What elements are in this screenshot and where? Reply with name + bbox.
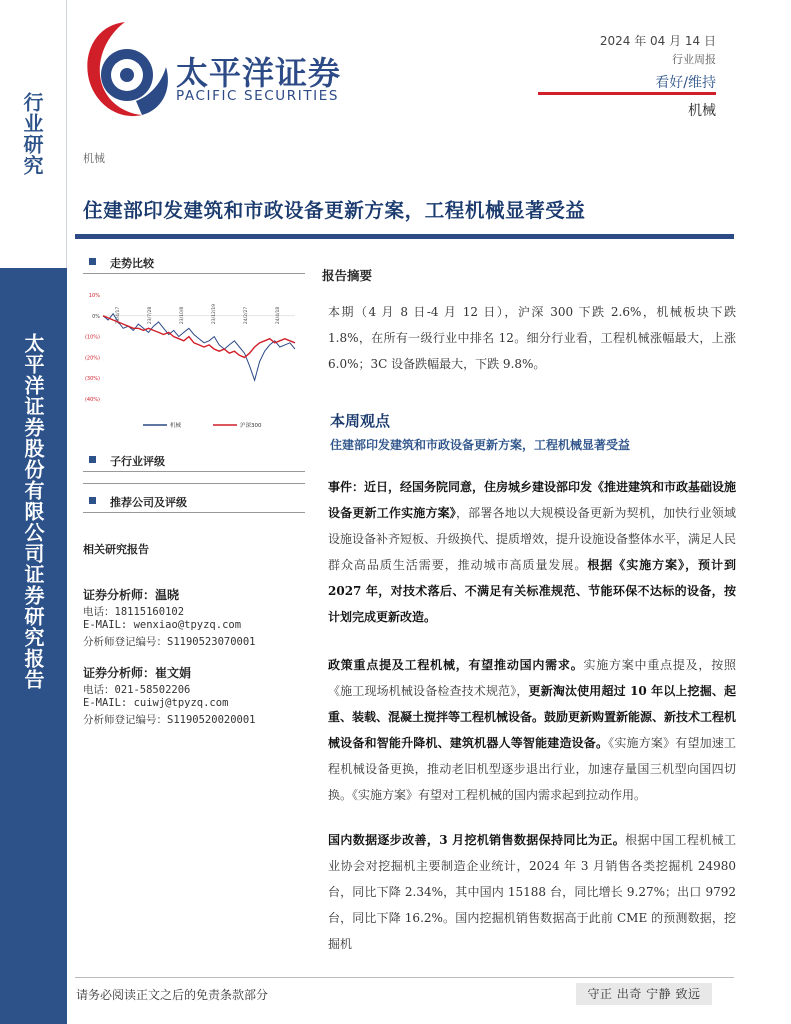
recommend-top-divider bbox=[83, 483, 305, 484]
title-divider bbox=[75, 234, 734, 239]
company-logo-icon bbox=[80, 17, 170, 127]
side-band-bottom-label: 太平洋证券股份有限公司证券研究报告 bbox=[21, 333, 45, 690]
recommend-bullet-icon bbox=[89, 497, 96, 504]
data-body: 根据中国工程机械工业协会对挖掘机主要制造企业统计，2024 年 3 月销售各类挖掘机 24980 台，同比下降 2.34%，其中国内 15188 台，同比增长 9.27%；出口 9792 台，同比下降 16.2%。国内挖掘机销售数据高于此前 CME 的预测数据，挖掘机 bbox=[328, 833, 736, 951]
trend-section-label: 走势比较 bbox=[110, 257, 154, 270]
side-band-top-label: 行业研究 bbox=[20, 92, 44, 176]
chart-x-tick-label: 23/4/17 bbox=[116, 306, 121, 325]
chart-x-tick-label: 23/7/28 bbox=[148, 306, 153, 325]
breadcrumb: 机械 bbox=[83, 152, 105, 165]
data-paragraph bbox=[328, 827, 736, 957]
analyst-1-email: E-MAIL: wenxiao@tpyzq.com bbox=[83, 619, 242, 631]
chart-y-tick-label: (40%) bbox=[84, 397, 100, 403]
chart-x-tick-label: 23/10/8 bbox=[180, 306, 185, 325]
chart-y-tick-label: (30%) bbox=[84, 376, 100, 383]
weekly-view-heading: 本周观点 bbox=[330, 412, 391, 430]
weekly-view-subtitle: 住建部印发建筑和市政设备更新方案，工程机械显著受益 bbox=[330, 438, 631, 452]
analyst-1-reg: 分析师登记编号：S1190523070001 bbox=[83, 636, 256, 648]
chart-legend-label: 机械 bbox=[170, 423, 182, 429]
trend-bullet-icon bbox=[89, 258, 96, 265]
side-band-bottom bbox=[0, 268, 67, 1024]
trend-chart bbox=[83, 285, 303, 435]
report-type: 行业周报 bbox=[672, 53, 716, 66]
page-title: 住建部印发建筑和市政设备更新方案，工程机械显著受益 bbox=[83, 199, 586, 222]
policy-paragraph bbox=[328, 652, 736, 808]
brand-name-cn: 太平洋证券 bbox=[176, 54, 342, 92]
abstract-heading: 报告摘要 bbox=[322, 268, 373, 283]
analyst-2-reg: 分析师登记编号：S1190520020001 bbox=[83, 714, 256, 726]
chart-series-line bbox=[103, 316, 295, 358]
side-band bbox=[0, 0, 67, 1024]
trend-section-divider bbox=[83, 273, 305, 274]
subindustry-section-divider bbox=[83, 471, 305, 472]
event-lead: 事件：近日，经国务院同意，住房城乡建设部印发《推进建筑和市政基础设施设备更新工作实施方案》 bbox=[328, 480, 737, 520]
side-band-top bbox=[0, 0, 67, 268]
data-lead: 国内数据逐步改善，3 月挖机销售数据保持同比为正。 bbox=[328, 833, 626, 847]
chart-legend-label: 沪深300 bbox=[240, 423, 262, 429]
policy-key: 更新淘汰使用超过 10 年以上挖掘、起重、装载、混凝土搅拌等工程机械设备。鼓励更新购置新能源、新技术工程机械设备和智能升降机、建筑机器人等智能建造设备。 bbox=[328, 684, 737, 750]
related-reports-label: 相关研究报告 bbox=[83, 543, 149, 556]
header-accent-rule bbox=[538, 92, 716, 95]
analyst-2-name: 证券分析师：崔文娟 bbox=[83, 666, 192, 680]
analyst-1-phone: 电话：18115160102 bbox=[83, 606, 185, 618]
industry-rating: 看好/维持 bbox=[655, 75, 716, 91]
event-target: 根据《实施方案》，预计到 2027 年，对技术落后、不满足有关标准规范、节能环保不达标的设备，按计划完成更新改造。 bbox=[328, 558, 736, 624]
footer-motto: 守正 出奇 宁静 致远 bbox=[576, 983, 712, 1005]
analyst-2-email: E-MAIL: cuiwj@tpyzq.com bbox=[83, 697, 229, 709]
policy-lead: 政策重点提及工程机械，有望推动国内需求。 bbox=[328, 658, 584, 672]
chart-y-tick-label: 10% bbox=[88, 293, 100, 299]
subindustry-bullet-icon bbox=[89, 456, 96, 463]
chart-y-tick-label: 0% bbox=[92, 313, 100, 320]
chart-x-tick-label: 23/12/19 bbox=[212, 303, 217, 325]
industry-name: 机械 bbox=[688, 103, 716, 119]
brand-name-en: PACIFIC SECURITIES bbox=[176, 88, 340, 104]
chart-y-tick-label: (20%) bbox=[84, 355, 100, 362]
chart-x-tick-label: 24/2/27 bbox=[244, 306, 249, 325]
policy-body-1: 实施方案中重点提及，按照《施工现场机械设备检查技术规范》， bbox=[328, 658, 736, 698]
subindustry-section-label: 子行业评级 bbox=[110, 455, 165, 468]
event-body: ，部署各地以大规模设备更新为契机，加快行业领域设施设备补齐短板、升级换代、提质增效，提升设施设备整体水平，满足人民群众高品质生活需要，推动城市高质量发展。 bbox=[328, 506, 737, 572]
chart-series-line bbox=[103, 314, 295, 381]
analyst-2-phone: 电话：021-58502206 bbox=[83, 684, 191, 696]
report-date: 2024 年 04 月 14 日 bbox=[599, 34, 716, 48]
event-paragraph bbox=[328, 474, 736, 630]
chart-y-tick-label: (10%) bbox=[84, 334, 100, 341]
abstract-paragraph: 本期（4 月 8 日-4 月 12 日），沪深 300 下跌 2.6%，机械板块下跌 1.8%，在所有一级行业中排名 12。细分行业看，工程机械涨幅最大，上涨 6.0%；3C 设备跌幅最大，下跌 9.8%。 bbox=[328, 305, 736, 371]
footer-divider bbox=[75, 977, 734, 978]
policy-body-2: 《实施方案》有望加速工程机械设备更换，推动老旧机型逐步退出行业，加速存量国三机型向国四切换。《实施方案》有望对工程机械的国内需求起到拉动作用。 bbox=[328, 736, 736, 802]
analyst-1-name: 证券分析师：温晓 bbox=[83, 588, 180, 602]
recommend-section-divider bbox=[83, 512, 305, 513]
footer-disclaimer: 请务必阅读正文之后的免责条款部分 bbox=[76, 988, 269, 1002]
recommend-section-label: 推荐公司及评级 bbox=[110, 496, 187, 509]
chart-x-tick-label: 24/4/18 bbox=[276, 306, 281, 325]
